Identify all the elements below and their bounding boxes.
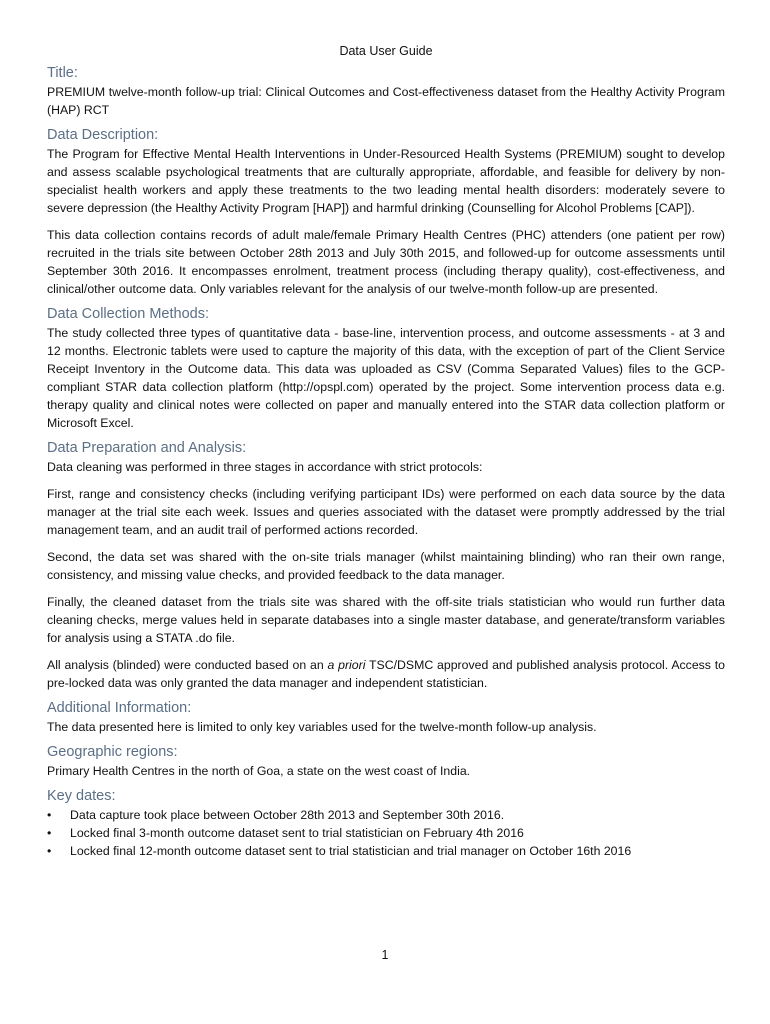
- preparation-paragraph-4: Finally, the cleaned dataset from the trials site was shared with the off-site trials statistician who would run further data cleaning checks, merge values held in separate databases into a single master database, and generate/transform variables for analysis using a STATA .do file.: [47, 595, 725, 645]
- collection-paragraph-1: The study collected three types of quantitative data - base-line, intervention process, and outcome assessments - at 3 and 12 months. Electronic tablets were used to capture the majority of this data, with the exception of part of the Client Service Receipt Inventory in the Outcome data. This data was uploaded as CSV (Comma Separated Values) files to the GCP-compliant STAR data collection platform (http://opspl.com) operated by the project. Some intervention process data e.g. therapy quality and clinical notes were collected on paper and manually entered into the STAR data collection platform or Microsoft Excel.: [47, 326, 725, 430]
- section-geographic: [47, 743, 725, 780]
- section-heading-geographic: Geographic regions:: [47, 744, 178, 760]
- dataset-title-text: PREMIUM twelve-month follow-up trial: Clinical Outcomes and Cost-effectiveness dataset from the Healthy Activity Program (HAP) RCT: [47, 85, 725, 117]
- section-key-dates: [47, 787, 725, 860]
- section-title: [47, 64, 725, 119]
- section-data-description: [47, 126, 725, 298]
- section-heading-collection: Data Collection Methods:: [47, 306, 209, 322]
- section-heading-preparation: Data Preparation and Analysis:: [47, 440, 247, 456]
- list-item: • Data capture took place between October 28th 2013 and September 30th 2016.: [47, 806, 725, 824]
- preparation-p5-start: All analysis (blinded) were conducted based on an: [47, 658, 328, 672]
- document-page: [47, 42, 725, 867]
- section-heading-description: Data Description:: [47, 127, 159, 143]
- additional-paragraph-1: The data presented here is limited to only key variables used for the twelve-month follow-up analysis.: [47, 720, 597, 734]
- section-data-preparation: [47, 439, 725, 692]
- description-paragraph-1: The Program for Effective Mental Health Interventions in Under-Resourced Health Systems (PREMIUM) sought to develop and assess scalable psychological treatments that are culturally appropriate, affordable, and feasible for delivery by non-specialist health workers and apply these treatments to the two leading mental health disorders: moderately severe to severe depression (the Healthy Activity Program [HAP]) and harmful drinking (Counselling for Alcohol Problems [CAP]).: [47, 147, 725, 215]
- section-heading-dates: Key dates:: [47, 788, 116, 804]
- description-paragraph-2: This data collection contains records of adult male/female Primary Health Centres (PHC) attenders (one patient per row) recruited in the trials site between October 28th 2013 and July 30th 2015, and followed-up for outcome assessments until September 30th 2016. It encompasses enrolment, treatment process (including therapy quality), cost-effectiveness, and clinical/other outcome data. Only variables relevant for the analysis of our twelve-month follow-up are presented.: [47, 228, 725, 296]
- page-number: 1: [381, 948, 389, 962]
- section-data-collection: [47, 305, 725, 432]
- preparation-paragraph-3: Second, the data set was shared with the on-site trials manager (whilst maintaining blinding) who ran their own range, consistency, and missing value checks, and provided feedback to the data manager.: [47, 550, 725, 582]
- preparation-p5-italic: a priori: [327, 658, 366, 672]
- list-item: • Locked final 3-month outcome dataset sent to trial statistician on February 4th 2016: [47, 824, 725, 842]
- list-item: • Locked final 12-month outcome dataset sent to trial statistician and trial manager on October 16th 2016: [47, 842, 725, 860]
- key-dates-list: [47, 806, 725, 860]
- document-title: Data User Guide: [339, 44, 433, 58]
- preparation-paragraph-1: Data cleaning was performed in three stages in accordance with strict protocols:: [47, 460, 483, 474]
- section-additional-info: [47, 699, 725, 736]
- section-heading-title: Title:: [47, 65, 78, 81]
- preparation-p5-end: TSC/DSMC approved and published analysis protocol. Access to pre-locked data was only granted the data manager and independent statistician.: [47, 658, 725, 690]
- section-heading-additional: Additional Information:: [47, 700, 192, 716]
- preparation-paragraph-5: [47, 656, 725, 692]
- geographic-paragraph-1: Primary Health Centres in the north of Goa, a state on the west coast of India.: [47, 764, 471, 778]
- preparation-paragraph-2: First, range and consistency checks (including verifying participant IDs) were performed on each data source by the data manager at the trial site each week. Issues and queries associated with the dataset were promptly addressed by the trial management team, and an audit trail of performed actions recorded.: [47, 487, 725, 537]
